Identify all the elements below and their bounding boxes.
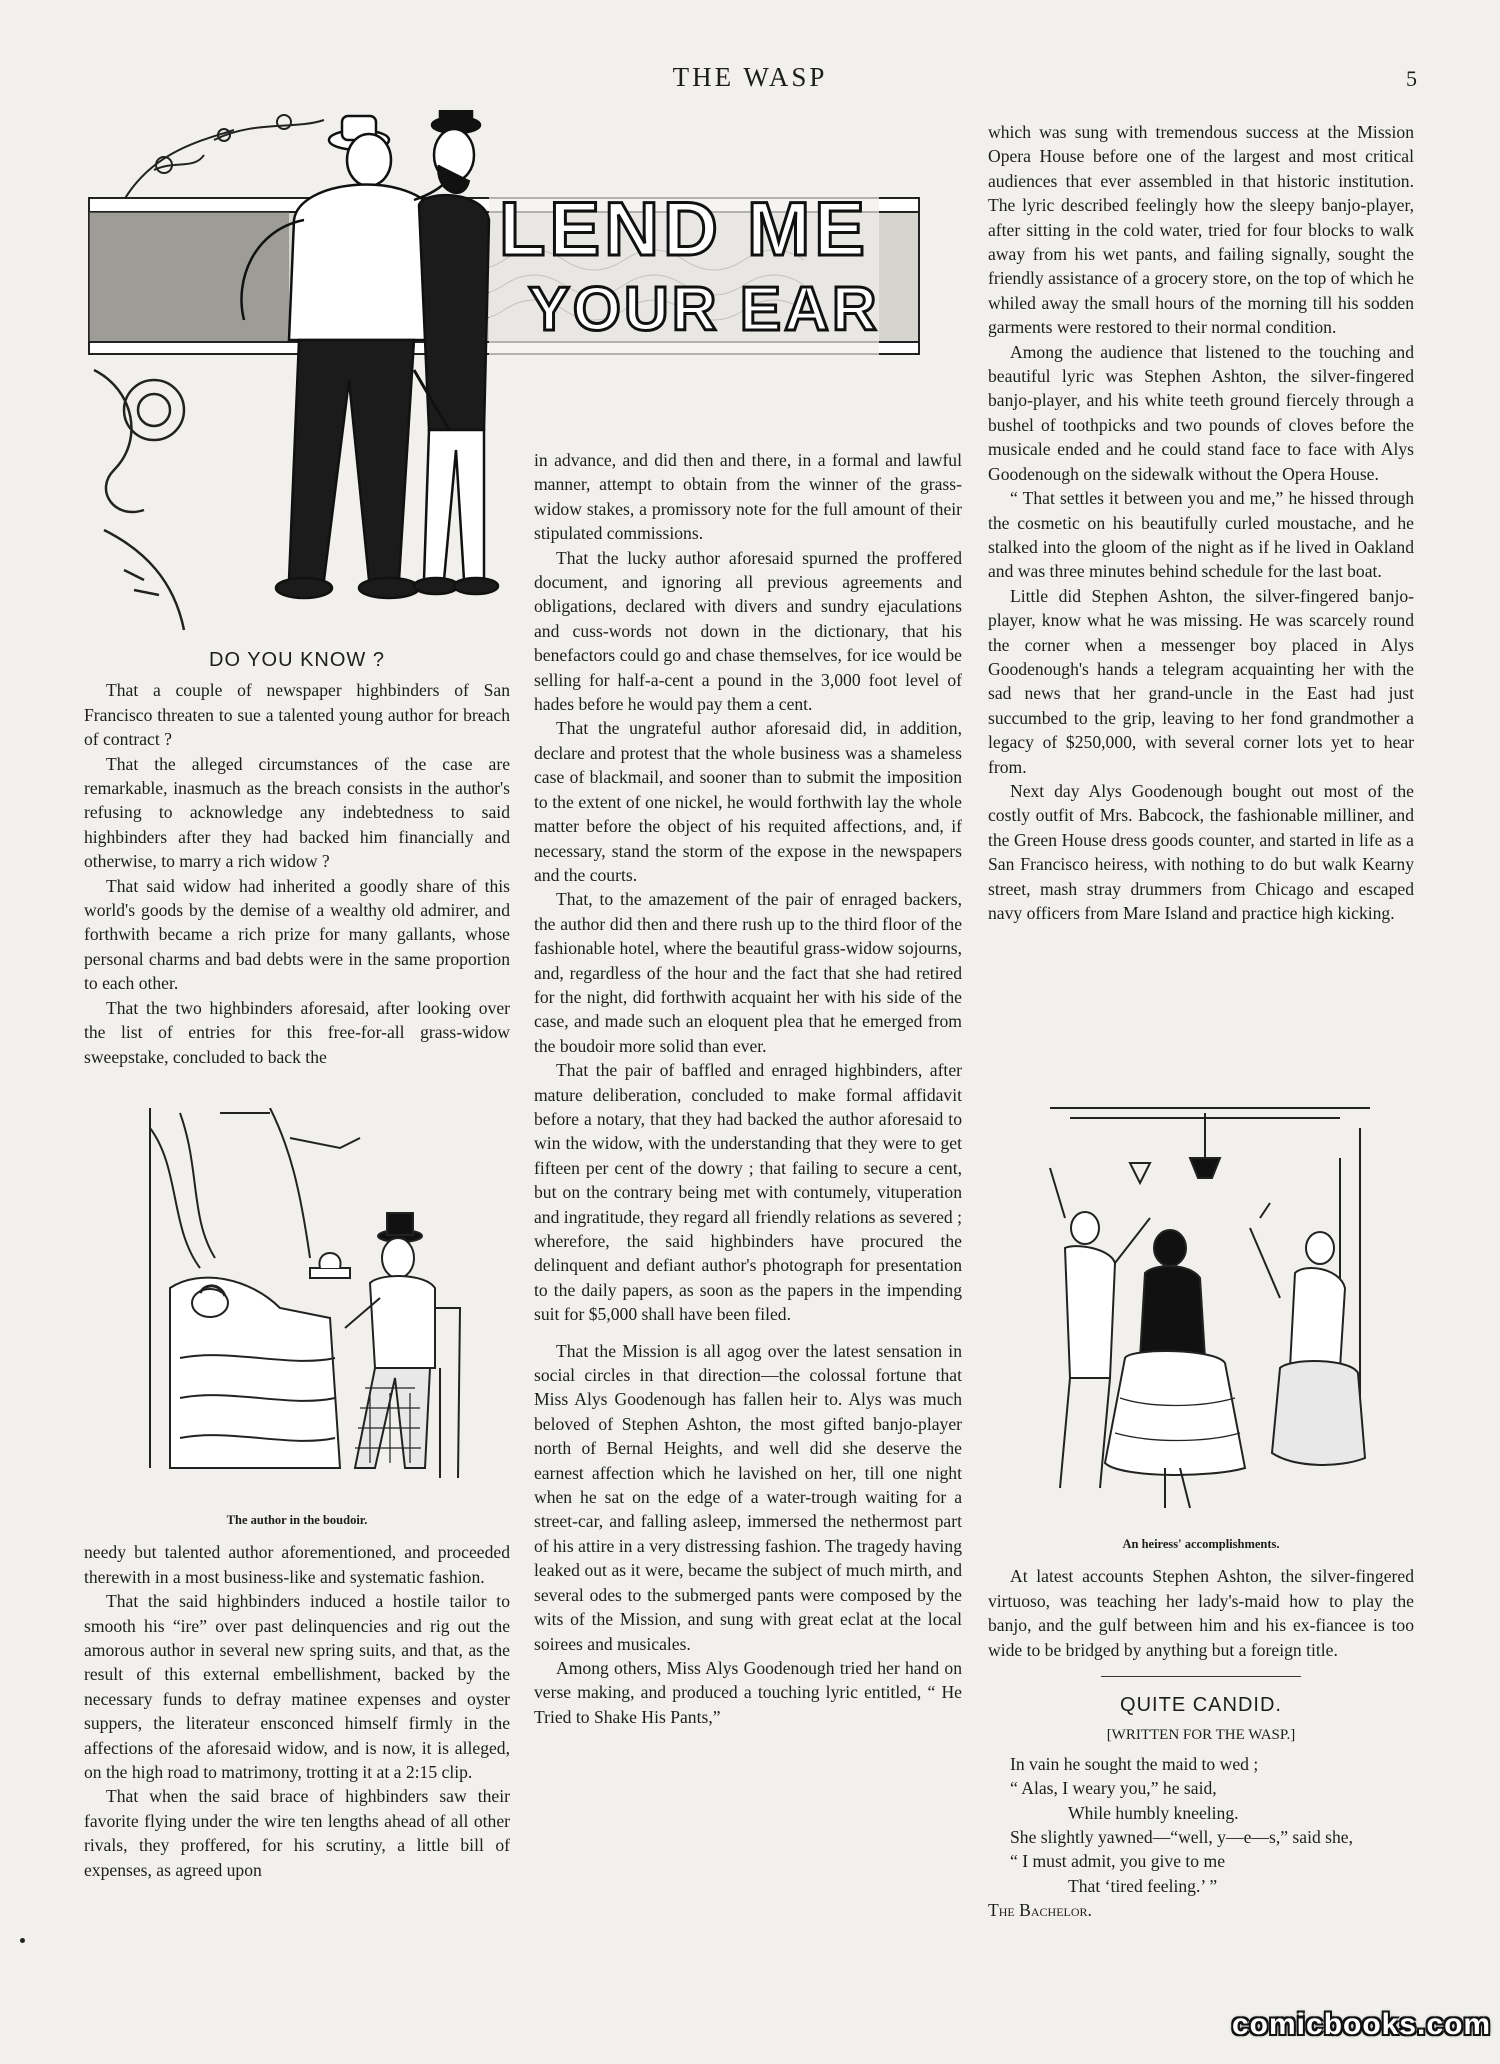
paragraph: That the lucky author aforesaid spurned the proffered document, and ignoring all previous agreements and obligations, declared with divers and sundry ejaculations and cuss-words not down in the dictionary, that his benefactors could go and chase themselves, for ice would be selling for half-a-cent a pound in the 3,000 foot level of hades before he would pay them a cent. <box>534 547 962 715</box>
section-heading-do-you-know: DO YOU KNOW ? <box>209 649 385 671</box>
paragraph: That the two highbinders aforesaid, after looking over the list of entries for this free-for-all grass-widow sweepstake, concluded to back the <box>84 997 510 1067</box>
paragraph: Next day Alys Goodenough bought out most of the costly outfit of Mrs. Babcock, the fashionable milliner, and the Green House dress goods counter, and started in life as a San Francisco heiress, with nothing to do but walk Kearny street, mash stray drummers from Chicago and escaped navy officers from Mare Island and practice high kicking. <box>988 780 1414 923</box>
masthead-title: THE WASP <box>672 62 828 92</box>
paragraph: needy but talented author aforementioned, and proceeded therewith in a most business-like and systematic fashion. <box>84 1542 510 1587</box>
paragraph: Little did Stephen Ashton, the silver-fingered banjo-player, know what he was missing. He was scarcely round the corner when a messenger boy placed in Alys Goodenough's hands a telegram acquainting her with the sad news that her grand-uncle in the East had just succumbed to the grip, leaving to her fond grandmother a legacy of $250,000, with several corner lots yet to hear from. <box>988 585 1414 777</box>
paragraph: That the pair of baffled and enraged highbinders, after mature deliberation, concluded to make formal affidavit before a notary, that they had backed the author aforesaid to win the widow, with the understanding that they were to get fifteen per cent of the dowry ; that failing to secure a cent, but on the contrary being met with contumely, vituperation and ingratitude, they regard all friendly relations as severed ; wherefore, the said highbinders have procured the delinquent and defiant author's photograph for presentation to the daily papers, as soon as the papers in the impending suit for $5,000 shall have been filed. <box>534 1060 962 1325</box>
poem-line: In vain he sought the maid to wed ; <box>1010 1753 1259 1774</box>
banner-title-line2: YOUR EAR <box>528 275 880 344</box>
column-2 <box>534 448 962 1729</box>
poem-line: That ‘tired feeling.’ ” <box>1068 1875 1218 1896</box>
page-number: 5 <box>1406 66 1417 91</box>
poem <box>988 1723 1414 1922</box>
paragraph: That the ungrateful author aforesaid did, in addition, declare and protest that the whole business was a shameless case of blackmail, and sooner than to submit the imposition to the extent of one nickel, he would forthwith lay the whole matter before the object of his requited affections, and, if necessary, stand the storm of the expose in the newspapers and the courts. <box>534 718 962 885</box>
figure-caption-heiress: An heiress' accomplishments. <box>1122 1537 1280 1551</box>
paragraph: At latest accounts Stephen Ashton, the silver-fingered virtuoso, was teaching her lady's-maid how to play the banjo, and the gulf between him and his ex-fiancee is too wide to be bridged by anything but a foreign title. <box>988 1566 1414 1660</box>
paragraph: That the said highbinders induced a hostile tailor to smooth his “ire” over past delinquencies and rig out the amorous author in several new spring suits, and that, as the result of this external embellishment, backed by the necessary funds to defray matinee expenses and oyster suppers, the literateur ensconced himself firmly in the affections of the aforesaid widow, and is now, it is alleged, on the high road to matrimony, trotting it at a 2:15 clip. <box>84 1591 510 1783</box>
poem-title: QUITE CANDID. <box>1120 1694 1282 1717</box>
column-1-top <box>84 648 510 1069</box>
paragraph: That when the said brace of highbinders saw their favorite flying under the wire ten lengths ahead of all other rivals, they proffered, for his scrutiny, a little bill of expenses, as agreed upon <box>84 1786 510 1880</box>
watermark: comicbooks.com <box>1232 2008 1492 2041</box>
banner-title-line1: LEND ME <box>499 187 869 272</box>
poem-signature: The Bachelor. <box>988 1900 1092 1921</box>
poem-subheading: [WRITTEN FOR THE WASP.] <box>1106 1727 1296 1744</box>
figure-caption-boudoir: The author in the boudoir. <box>226 1513 368 1527</box>
figure-author-in-boudoir <box>140 1108 470 1508</box>
poem-line: “ I must admit, you give to me <box>1010 1851 1225 1872</box>
column-3-bottom <box>988 1526 1414 1923</box>
paragraph: That said widow had inherited a goodly share of this world's goods by the demise of a wealthy old admirer, and forthwith became a rich prize for many gallants, whose personal charms and bad debts were in the same proportion to each other. <box>84 875 510 994</box>
paragraph: That the Mission is all agog over the latest sensation in social circles in that direction—the colossal fortune that Miss Alys Goodenough has fallen heir to. Alys was much beloved of Stephen Ashton, the most gifted banjo-player north of Bernal Heights, and well did she deserve the earnest affection which he lavished on her, till one night when he sat on the edge of a water-trough waiting for a street-car, and falling asleep, immersed the nethermost part of his attire in a very distressing fashion. The tragedy having leaked out as it were, became the subject of much mirth, and several odes to the submerged pants were composed by the wits of the Mission, and sung with great eclat at the local soirees and musicales. <box>534 1340 962 1654</box>
figure-heiress-accomplishments <box>1040 1098 1380 1518</box>
paragraph: That the alleged circumstances of the case are remarkable, inasmuch as the breach consists in the author's refusing to acknowledge any indebtedness to said highbinders after they had backed him financially and otherwise, to marry a rich widow ? <box>84 753 510 872</box>
poem-line: She slightly yawned—“well, y—e—s,” said she, <box>1010 1827 1354 1848</box>
column-1-bottom <box>84 1502 510 1882</box>
paragraph: That, to the amazement of the pair of enraged backers, the author did then and there rush up to the third floor of the fashionable hotel, where the beautiful grass-widow sojourns, and, regardless of the hour and the fact that she had retired for the night, did forthwith acquaint her with his side of the case, and made such an eloquent plea that he emerged from the boudoir more solid than ever. <box>534 889 963 1056</box>
paragraph: That a couple of newspaper highbinders of San Francisco threaten to sue a talented young author for breach of contract ? <box>84 680 510 750</box>
paragraph: in advance, and did then and there, in a formal and lawful manner, attempt to obtain from the winner of the grass-widow stakes, a promissory note for the full amount of their stipulated commissions. <box>534 450 962 544</box>
divider-rule <box>1101 1676 1301 1677</box>
margin-dot <box>20 1938 25 1943</box>
poem-line: “ Alas, I weary you,” he said, <box>1010 1778 1217 1799</box>
paragraph: Among others, Miss Alys Goodenough tried her hand on verse making, and produced a touching lyric entitled, “ He Tried to Shake His Pants,” <box>534 1657 962 1727</box>
paragraph: which was sung with tremendous success at the Mission Opera House before one of the largest and most critical audiences that ever assembled in that historic institution. The lyric described feelingly how the sleepy banjo-player, after sitting in the cold water, tried for four blocks to walk away from his wet pants, and failing signally, sought the friendly assistance of a grocery store, on the top of which he whiled away the small hours of the morning till his sodden garments were restored to their normal condition. <box>988 122 1414 338</box>
column-3-top <box>988 120 1414 925</box>
paragraph: “ That settles it between you and me,” he hissed through the cosmetic on his beautifully curled moustache, and he stalked into the gloom of the night as if he lived in Oakland and was three minutes behind schedule for the last boat. <box>988 488 1414 582</box>
poem-line: While humbly kneeling. <box>1068 1802 1239 1823</box>
paragraph: Among the audience that listened to the touching and beautiful lyric was Stephen Ashton, the silver-fingered banjo-player, and his white teeth ground fiercely through a bushel of toothpicks and two pounds of cloves before the musicale ended and he could stand face to face with Alys Goodenough on the sidewalk without the Opera House. <box>988 341 1414 484</box>
